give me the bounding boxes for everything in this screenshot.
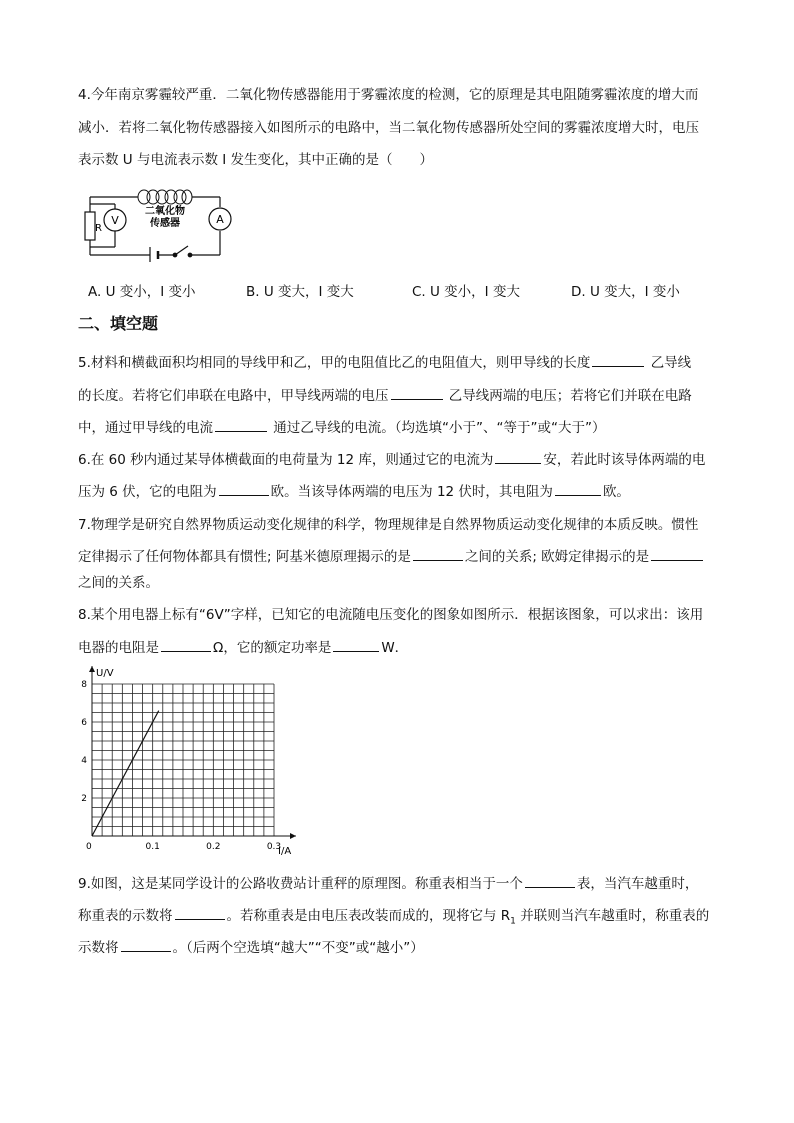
- q9-line-2: [78, 904, 709, 927]
- voltmeter-label: V: [111, 214, 119, 227]
- q7-text-c: 之间的关系; 欧姆定律揭示的是: [464, 549, 650, 565]
- q6-line-2: [78, 480, 630, 500]
- option-a[interactable]: A. U 变小，I 变小: [88, 284, 196, 300]
- q5-text-e: 中，通过甲导线的电流: [78, 420, 213, 436]
- sensor-coil-icon: [138, 190, 192, 204]
- y-tick-label: 4: [81, 756, 87, 766]
- circuit-diagram: [80, 182, 240, 262]
- x-axis-label: I/A: [278, 846, 292, 857]
- q4-text-line-1: 4.今年南京雾霾较严重．二氧化物传感器能用于雾霾浓度的检测，它的原理是其电阻随雾霾浓度的增大而: [78, 87, 699, 103]
- q8-blank-1[interactable]: [161, 639, 211, 652]
- section-title: 二、填空题: [78, 314, 159, 333]
- q9-text-c: 称重表的示数将: [78, 908, 173, 924]
- q5-text-c: 的长度。若将它们串联在电路中，甲导线两端的电压: [78, 388, 389, 404]
- q9-text-f: 示数将: [78, 940, 119, 956]
- option-b[interactable]: B. U 变大，I 变大: [246, 284, 354, 300]
- q6-blank-2[interactable]: [219, 483, 269, 496]
- q7-blank-1[interactable]: [413, 548, 463, 561]
- q5-line-2: [78, 384, 692, 404]
- origin-label: 0: [86, 842, 92, 852]
- q9-blank-3[interactable]: [121, 939, 171, 952]
- q5-text-a: 5.材料和横截面积均相同的导线甲和乙，甲的电阻值比乙的电阻值大，则甲导线的长度: [78, 355, 591, 371]
- q7-line-2: [78, 545, 705, 565]
- resistor-r: [85, 212, 95, 240]
- q9-line-3: [78, 936, 424, 956]
- sensor-label-line-1: 二氧化物: [145, 206, 185, 217]
- y-tick-label: 6: [81, 718, 87, 728]
- q5-text-f: 通过乙导线的电流。（均选填“小于”、“等于”或“大于”）: [273, 420, 606, 436]
- q9-text-d: 。若称重表是由电压表改装而成的，现将它与 R: [226, 908, 511, 924]
- q5-text-b: 乙导线: [650, 355, 692, 371]
- u-i-chart: [70, 660, 340, 860]
- chart-grid: [92, 684, 274, 836]
- q8-text-c: Ω，它的额定功率是: [213, 640, 332, 656]
- q7-text-b: 定律揭示了任何物体都具有惯性; 阿基米德原理揭示的是: [78, 549, 411, 565]
- q5-line-3: [78, 416, 606, 436]
- x-tick-label: 0.3: [266, 842, 282, 852]
- q6-text-d: 欧。当该导体两端的电压为 12 伏时，其电阻为: [270, 484, 553, 500]
- q6-text-a: 6.在 60 秒内通过某导体横截面的电荷量为 12 库，则通过它的电流为: [78, 452, 494, 468]
- q9-text-b: 表，当汽车越重时，: [576, 876, 699, 892]
- q9-blank-2[interactable]: [175, 907, 225, 920]
- q6-blank-1[interactable]: [495, 451, 541, 464]
- q5-blank-2[interactable]: [391, 387, 443, 400]
- q5-blank-3[interactable]: [215, 419, 267, 432]
- q4-text-line-2: 减小．若将二氧化物传感器接入如图所示的电路中，当二氧化物传感器所处空间的雾霾浓度增大时，电压: [78, 120, 699, 136]
- y-axis-arrow-icon: [89, 666, 95, 672]
- q9-text-a: 9.如图，这是某同学设计的公路收费站计重秤的原理图。称重表相当于一个: [78, 876, 523, 892]
- x-tick-label: 0.2: [206, 842, 221, 852]
- q6-blank-3[interactable]: [555, 483, 601, 496]
- q9-text-e: 并联则当汽车越重时，称重表的: [515, 908, 710, 924]
- battery-icon: [150, 247, 158, 262]
- x-axis-arrow-icon: [290, 833, 296, 839]
- q6-line-1: [78, 448, 705, 468]
- option-d[interactable]: D. U 变大，I 变小: [571, 284, 680, 300]
- q8-text-b: 电器的电阻是: [78, 640, 159, 656]
- q5-text-d: 乙导线两端的电压；若将它们并联在电路: [448, 388, 692, 404]
- switch-icon: [173, 246, 192, 257]
- sensor-label-line-2: 传感器: [150, 218, 180, 229]
- q8-blank-2[interactable]: [333, 639, 379, 652]
- y-tick-label: 2: [81, 794, 87, 804]
- x-tick-label: 0.1: [145, 842, 160, 852]
- q6-text-b: 安，若此时该导体两端的电: [543, 452, 706, 468]
- q8-line-2: [78, 636, 408, 656]
- q6-text-e: 欧。: [602, 484, 630, 500]
- option-c[interactable]: C. U 变小，I 变大: [412, 284, 520, 300]
- q9-line-1: [78, 872, 698, 892]
- q7-line-3: 之间的关系。: [78, 575, 159, 591]
- q6-text-c: 压为 6 伏，它的电阻为: [78, 484, 217, 500]
- q4-text-line-3: 表示数 U 与电流表示数 I 发生变化，其中正确的是（ ）: [78, 152, 434, 168]
- chart-axes: [89, 666, 296, 839]
- resistor-label: R: [95, 223, 102, 234]
- q8-text-d: W．: [381, 640, 409, 656]
- ammeter-label: A: [216, 213, 224, 226]
- q4-options: [0, 280, 794, 300]
- q7-line-1: 7.物理学是研究自然界物质运动变化规律的科学，物理规律是自然界物质运动变化规律的本质反映。惯性: [78, 517, 699, 533]
- q9-subscript: 1: [510, 916, 516, 927]
- q8-line-1: 8.某个用电器上标有“6V”字样，已知它的电流随电压变化的图象如图所示．根据该图象，可以求出：该用: [78, 607, 704, 623]
- q5-blank-1[interactable]: [592, 354, 644, 367]
- q9-text-g: 。（后两个空选填“越大”“不变”或“越小”）: [172, 940, 424, 956]
- q9-blank-1[interactable]: [525, 875, 575, 888]
- q7-blank-2[interactable]: [651, 548, 703, 561]
- y-axis-label: U/V: [96, 668, 114, 679]
- q5-line-1: [78, 351, 691, 371]
- y-tick-label: 8: [81, 680, 87, 690]
